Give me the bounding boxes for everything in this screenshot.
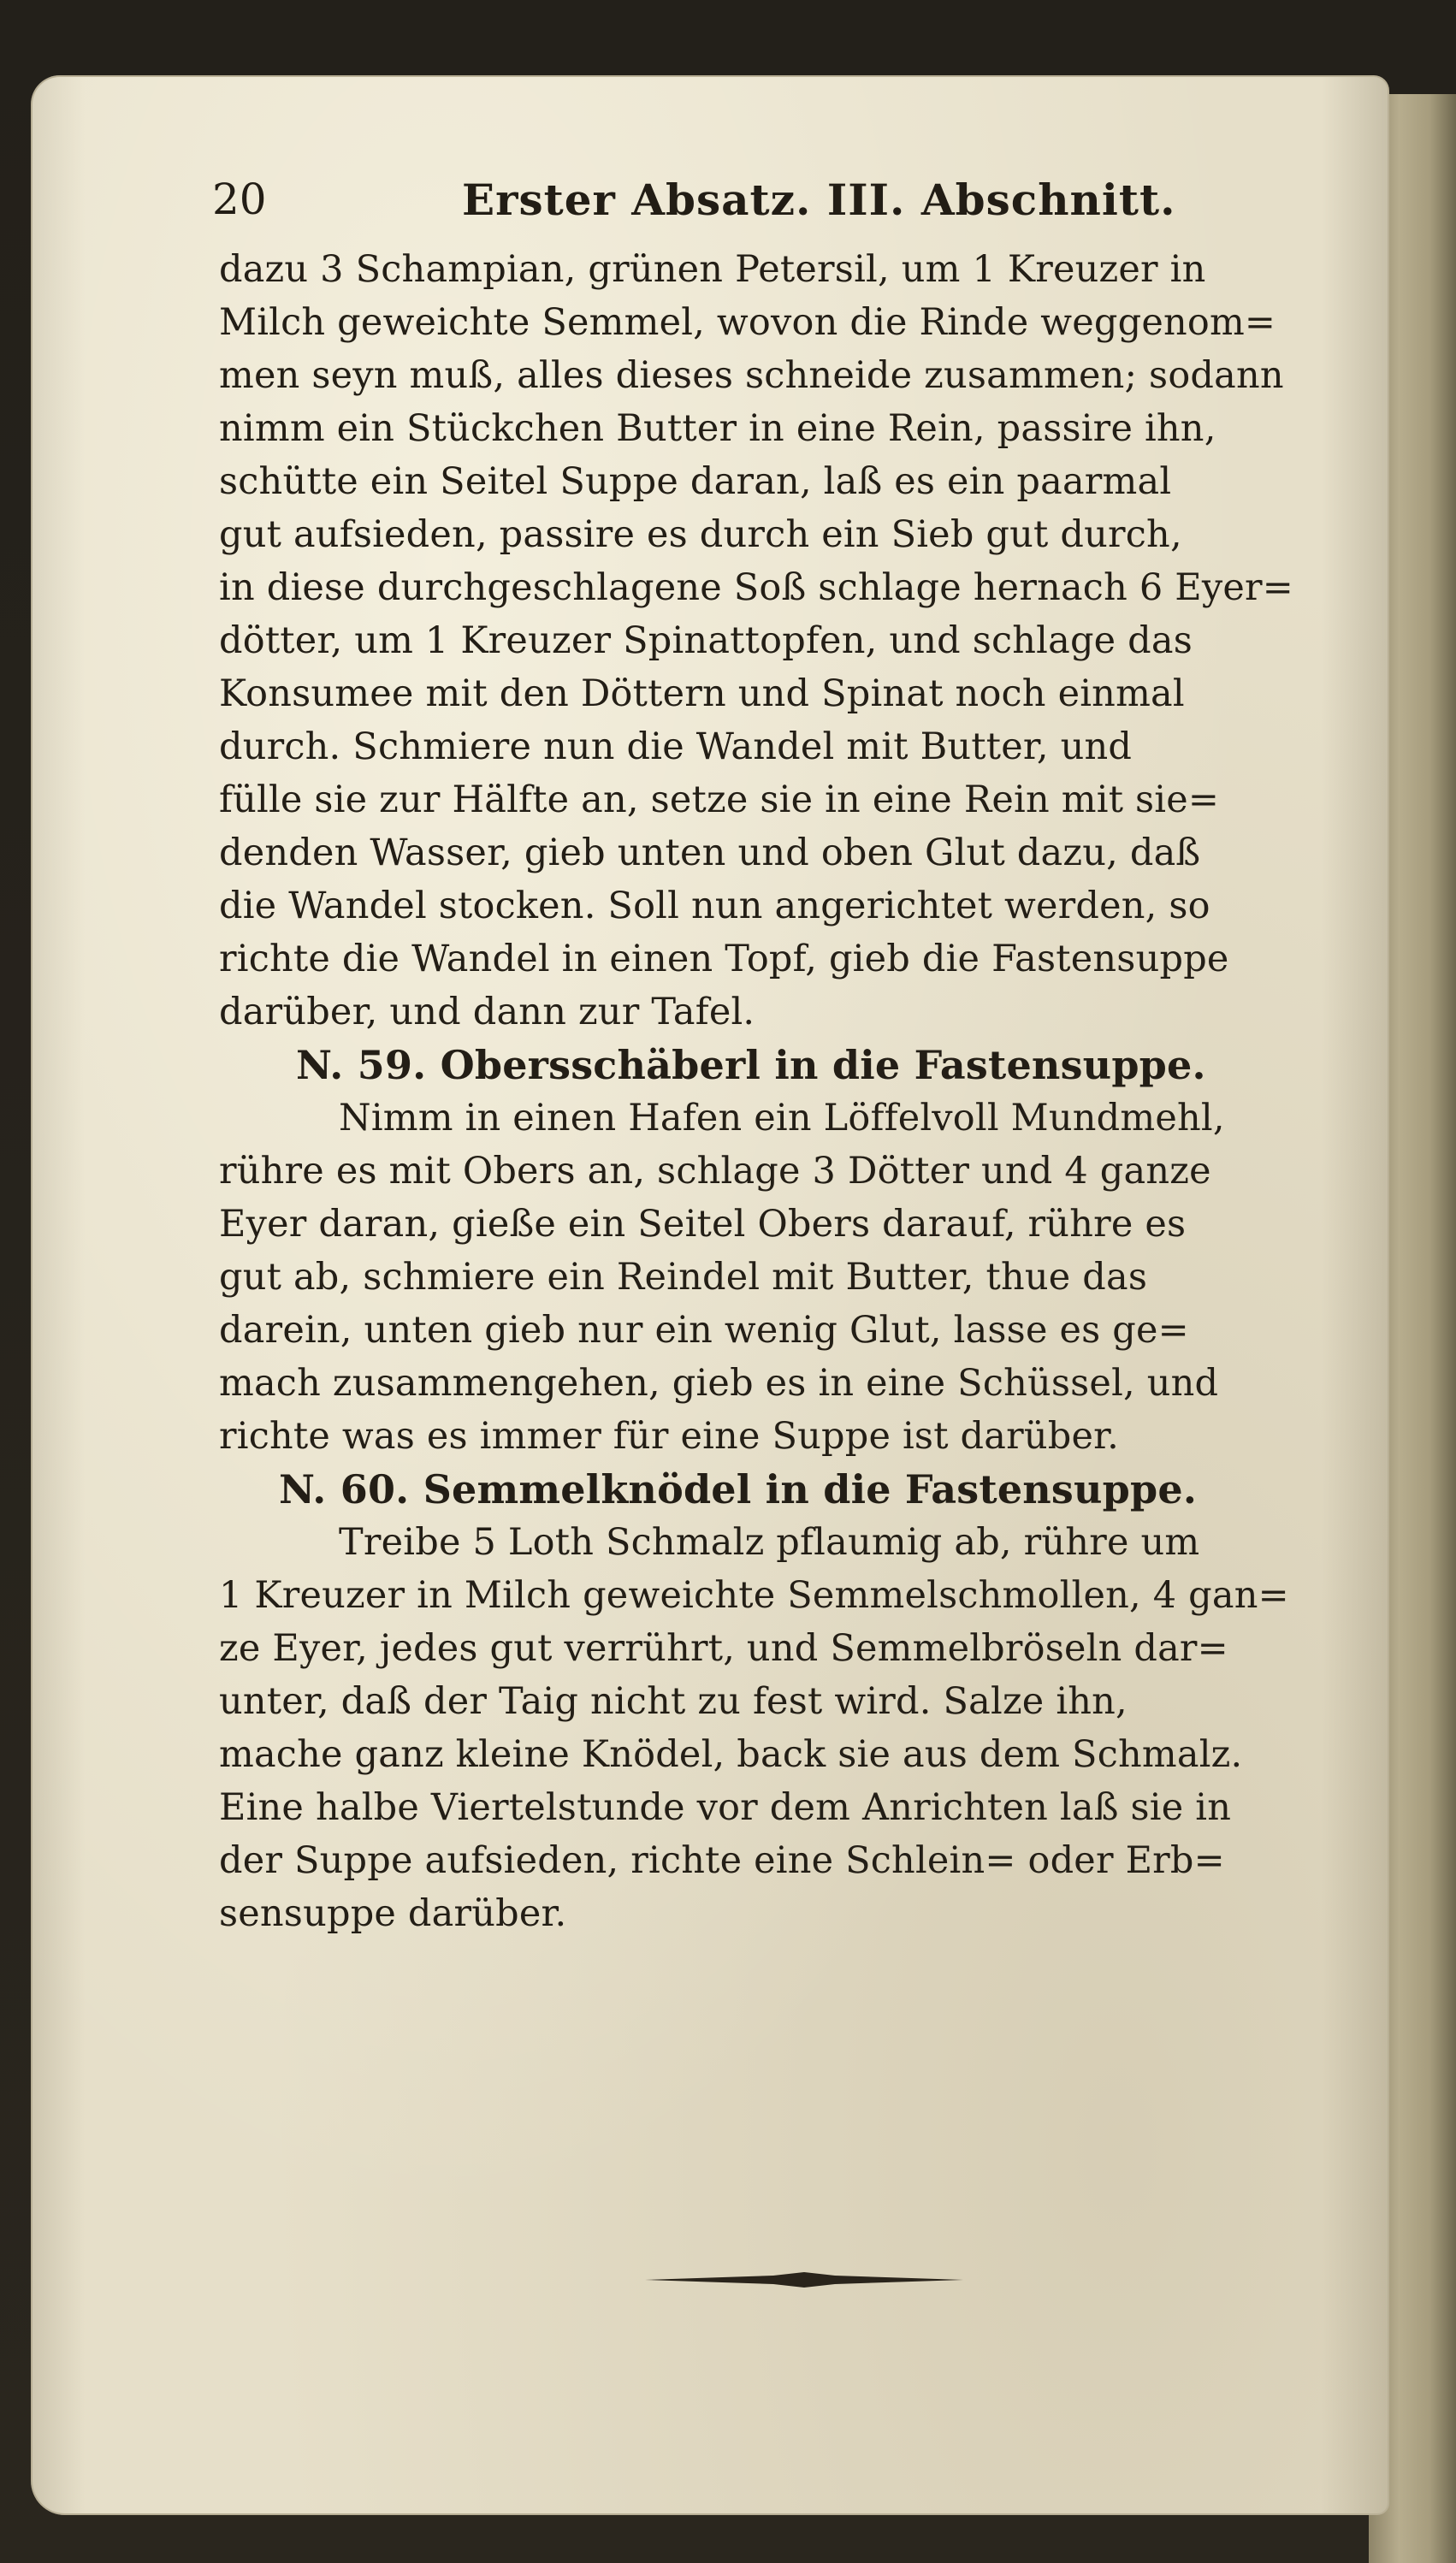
- running-head: Erster Absatz. III. Abschnitt.: [462, 175, 1176, 225]
- text-line: der Suppe aufsieden, richte eine Schlein= oder Erb=: [219, 1839, 1225, 1882]
- text-line: schütte ein Seitel Suppe daran, laß es ein paarmal: [219, 460, 1172, 503]
- page-sheet: [31, 75, 1389, 2515]
- text-line: richte was es immer für eine Suppe ist darüber.: [219, 1415, 1120, 1458]
- text-line: darein, unten gieb nur ein wenig Glut, lasse es ge=: [219, 1309, 1189, 1352]
- text-line: mach zusammengehen, gieb es in eine Schüssel, und: [219, 1362, 1219, 1405]
- text-line: 1 Kreuzer in Milch geweichte Semmelschmollen, 4 gan=: [219, 1574, 1289, 1617]
- page-body-text: [219, 243, 1357, 1940]
- text-line: Treibe 5 Loth Schmalz pflaumig ab, rühre um: [339, 1521, 1200, 1564]
- text-line: durch. Schmiere nun die Wandel mit Butter, und: [219, 725, 1133, 768]
- text-line: Nimm in einen Hafen ein Löffelvoll Mundmehl,: [339, 1097, 1225, 1139]
- page-number: 20: [212, 175, 267, 224]
- text-line: denden Wasser, gieb unten und oben Glut dazu, daß: [219, 832, 1201, 874]
- text-line: Konsumee mit den Döttern und Spinat noch einmal: [219, 672, 1185, 715]
- recipe-heading: N. 59. Obersschäberl in die Fastensuppe.: [296, 1042, 1206, 1088]
- text-line: Eyer daran, gieße ein Seitel Obers darauf, rühre es: [219, 1203, 1187, 1246]
- end-ornament-rule: [645, 2270, 963, 2289]
- text-line: mache ganz kleine Knödel, back sie aus dem Schmalz.: [219, 1733, 1243, 1776]
- text-line: darüber, und dann zur Tafel.: [219, 991, 755, 1033]
- text-line: richte die Wandel in einen Topf, gieb die Fastensuppe: [219, 938, 1229, 980]
- text-line: nimm ein Stückchen Butter in eine Rein, passire ihn,: [219, 407, 1216, 450]
- text-line: dötter, um 1 Kreuzer Spinattopfen, und schlage das: [219, 619, 1193, 662]
- text-line: sensuppe darüber.: [219, 1892, 567, 1935]
- text-line: Milch geweichte Semmel, wovon die Rinde weggenom=: [219, 301, 1276, 344]
- text-line: men seyn muß, alles dieses schneide zusammen; sodann: [219, 354, 1284, 397]
- text-line: in diese durchgeschlagene Soß schlage hernach 6 Eyer=: [219, 566, 1293, 609]
- recipe-heading: N. 60. Semmelknödel in die Fastensuppe.: [279, 1466, 1198, 1512]
- text-line: ze Eyer, jedes gut verrührt, und Semmelbröseln dar=: [219, 1627, 1228, 1670]
- text-line: gut ab, schmiere ein Reindel mit Butter, thue das: [219, 1256, 1148, 1299]
- text-line: rühre es mit Obers an, schlage 3 Dötter und 4 ganze: [219, 1150, 1211, 1193]
- text-line: unter, daß der Taig nicht zu fest wird. Salze ihn,: [219, 1680, 1128, 1723]
- text-line: Eine halbe Viertelstunde vor dem Anrichten laß sie in: [219, 1786, 1232, 1829]
- text-line: dazu 3 Schampian, grünen Petersil, um 1 Kreuzer in: [219, 248, 1206, 291]
- text-line: die Wandel stocken. Soll nun angerichtet werden, so: [219, 885, 1210, 927]
- page-header: [212, 175, 1213, 243]
- text-line: gut aufsieden, passire es durch ein Sieb gut durch,: [219, 513, 1182, 556]
- text-line: fülle sie zur Hälfte an, setze sie in eine Rein mit sie=: [219, 778, 1220, 821]
